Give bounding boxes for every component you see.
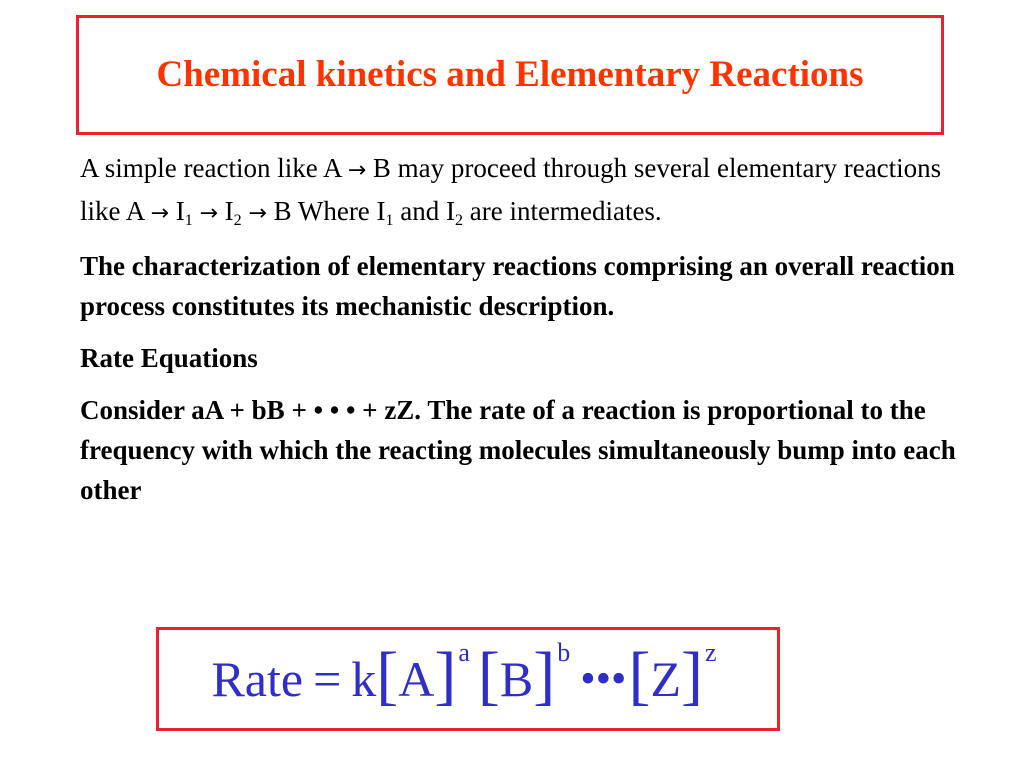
subscript: 1 [385, 212, 394, 229]
heading-rate-equations: Rate Equations [80, 343, 258, 373]
equation-equals: = [313, 651, 342, 707]
subscript: 2 [233, 212, 242, 229]
rate-equation-box [156, 627, 780, 731]
paragraph-consider: Consider aA + bB + • • • + zZ. The rate of a reaction is proportional to the frequency with which the reacting molecules simultaneously bump into each other [80, 395, 956, 505]
rate-constant: k [351, 651, 377, 707]
concentration-z: Z [650, 651, 681, 707]
text-segment: and I [393, 196, 456, 226]
text-segment: A simple reaction like A [80, 153, 348, 183]
concentration-b: B [499, 651, 534, 707]
slide-title: Chemical kinetics and Elementary Reactions [156, 54, 864, 95]
bracket-left: [ [376, 639, 399, 712]
concentration-a: A [398, 651, 435, 707]
text-segment: B Where I [266, 196, 386, 226]
rate-equation [211, 638, 724, 712]
arrow-icon: → [248, 201, 267, 226]
exponent-z: z [704, 638, 717, 667]
arrow-icon: → [347, 158, 367, 183]
exponent-a: a [458, 638, 470, 667]
bracket-left: [ [628, 639, 651, 712]
arrow-icon: → [150, 201, 169, 226]
bracket-right: ] [434, 639, 457, 712]
equation-lhs: Rate [211, 651, 304, 707]
subscript: 2 [455, 212, 464, 229]
bracket-left: [ [477, 639, 500, 712]
text-segment: I [168, 196, 185, 226]
exponent-b: b [557, 638, 571, 667]
bracket-right: ] [533, 639, 556, 712]
ellipsis-dots: ••• [580, 654, 627, 703]
text-segment: I [217, 196, 234, 226]
paragraph-mechanistic-description: The characterization of elementary reactions comprising an overall reaction process constitutes its mechanistic description. [80, 251, 955, 321]
subscript: 1 [184, 212, 193, 229]
text-segment: B may proceed through several elementary reactions like A [80, 153, 942, 226]
bracket-right: ] [681, 639, 703, 712]
slide-content [80, 148, 985, 522]
text-segment: are intermediates. [463, 196, 662, 226]
title-box [76, 15, 944, 135]
arrow-icon: → [199, 201, 218, 226]
paragraph-elementary-reactions [80, 148, 985, 234]
